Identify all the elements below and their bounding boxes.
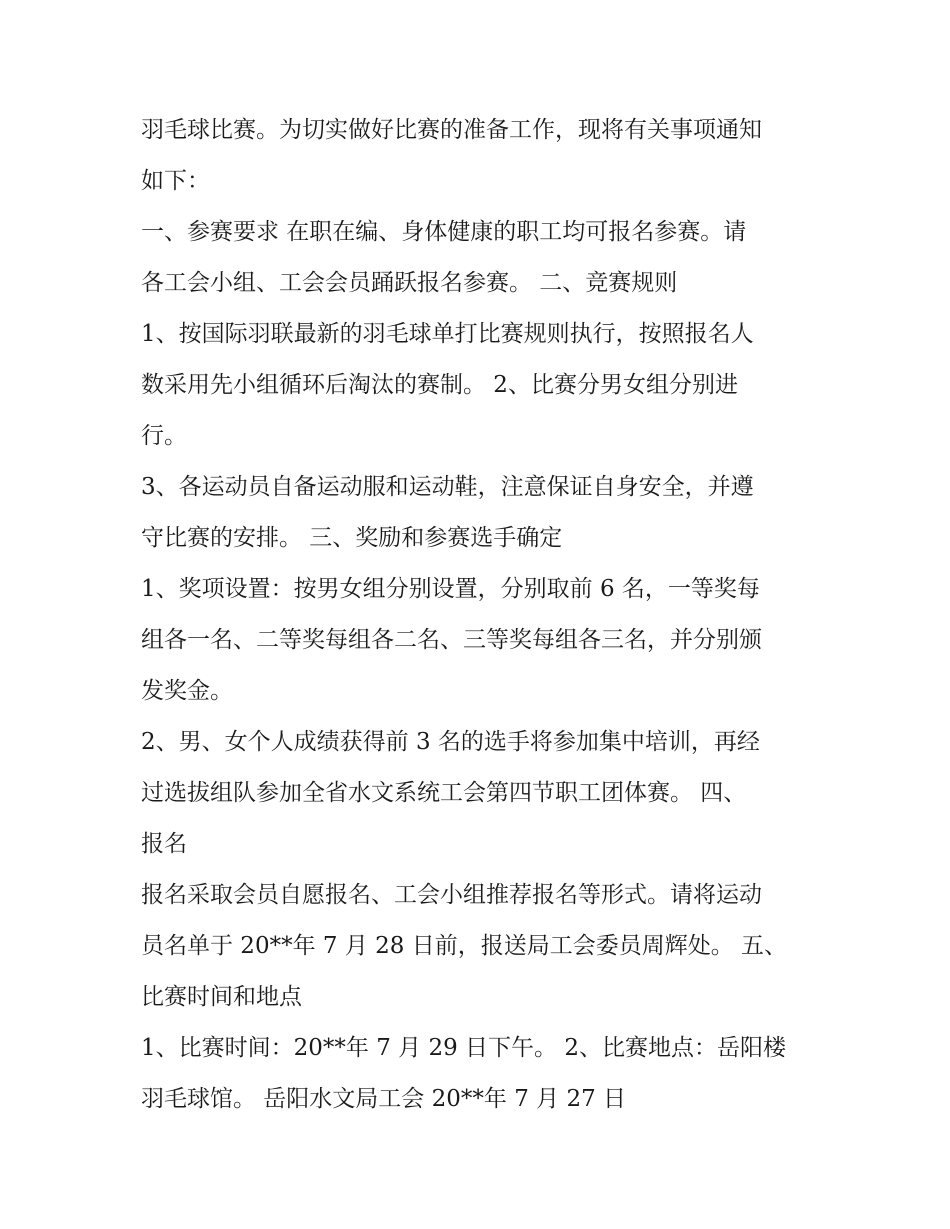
text-line: 一、参赛要求 在职在编、身体健康的职工均可报名参赛。请 [141,219,747,245]
text-line: 过选拔组队参加全省水文系统工会第四节职工团体赛。 四、 [141,780,747,806]
text-line: 组各一名、二等奖每组各二名、三等奖每组各三名，并分别颁 [141,627,762,653]
text-line: 1、按国际羽联最新的羽毛球单打比赛规则执行，按照报名人 [141,321,754,347]
text-line: 羽毛球馆。 岳阳水文局工会 20**年 7 月 27 日 [141,1086,627,1112]
text-line: 守比赛的安排。 三、奖励和参赛选手确定 [141,525,563,551]
text-line: 如下： [141,168,210,194]
text-line: 员名单于 20**年 7 月 28 日前，报送局工会委员周辉处。 五、 [141,933,788,959]
text-line: 各工会小组、工会会员踊跃报名参赛。 二、竞赛规则 [141,270,678,296]
text-line: 3、各运动员自备运动服和运动鞋，注意保证自身安全，并遵 [141,474,754,500]
text-line: 2、男、女个人成绩获得前 3 名的选手将参加集中培训，再经 [141,729,760,755]
text-line: 比赛时间和地点 [141,984,302,1010]
text-line: 发奖金。 [141,678,233,704]
text-line: 报名采取会员自愿报名、工会小组推荐报名等形式。请将运动 [141,882,762,908]
document-body [141,105,841,1125]
text-line: 报名 [141,831,187,857]
text-line: 1、奖项设置：按男女组分别设置，分别取前 6 名，一等奖每 [141,576,760,602]
text-line: 行。 [141,423,187,449]
text-line: 羽毛球比赛。为切实做好比赛的准备工作，现将有关事项通知 [141,117,762,143]
text-line: 数采用先小组循环后淘汰的赛制。 2、比赛分男女组分别进 [141,372,738,398]
text-line: 1、比赛时间：20**年 7 月 29 日下午。 2、比赛地点：岳阳楼 [141,1035,786,1061]
